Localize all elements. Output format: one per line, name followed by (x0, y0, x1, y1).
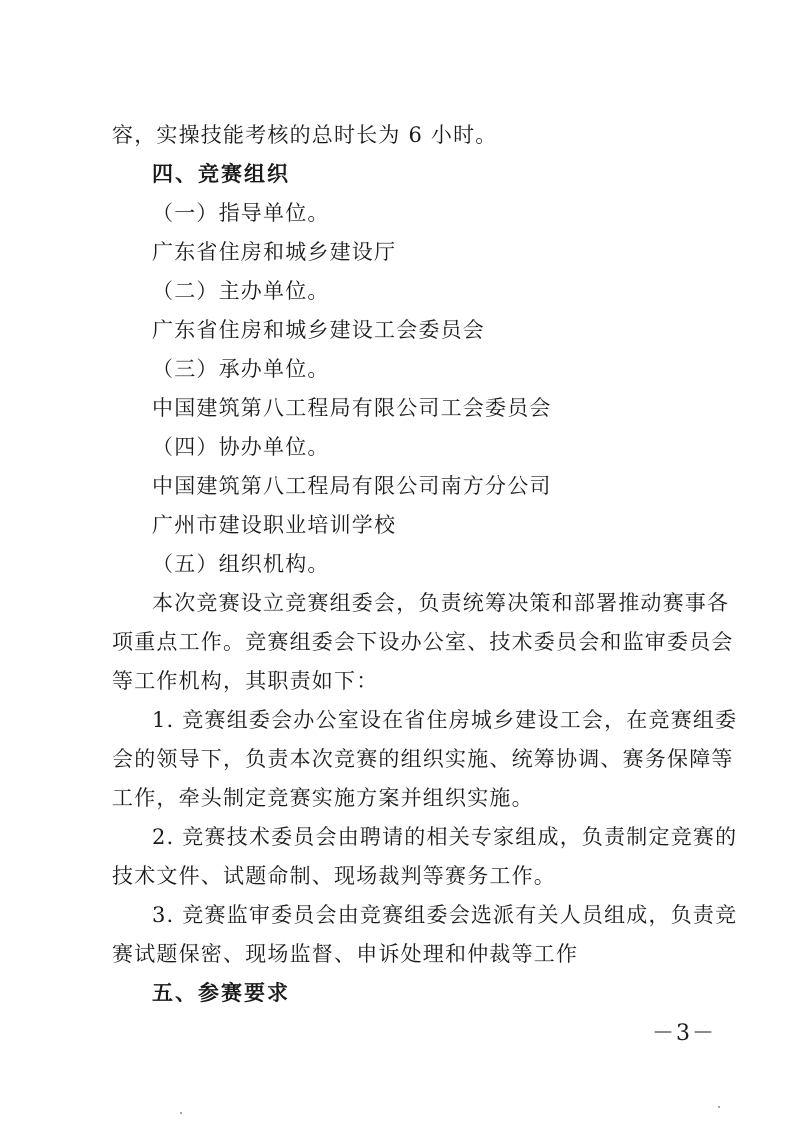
list-item-line: 会的领导下，负责本次竞赛的组织实施、统筹协调、赛务保障等 (112, 747, 734, 771)
subsection-label: （二）主办单位。 (152, 279, 330, 303)
paragraph-line: 项重点工作。竞赛组委会下设办公室、技术委员会和监审委员会 (112, 630, 734, 654)
subsection-label: （四）协办单位。 (152, 435, 330, 459)
paragraph-line: 等工作机构，其职责如下： (112, 669, 379, 693)
list-item-line: 赛试题保密、现场监督、申诉处理和仲裁等工作 (112, 942, 579, 966)
scan-speck (718, 1106, 720, 1108)
page-number: －3－ (652, 1021, 716, 1046)
organization-name: 广州市建设职业培训学校 (152, 513, 397, 537)
organization-name: 中国建筑第八工程局有限公司南方分公司 (152, 474, 552, 498)
organization-name: 广东省住房和城乡建设工会委员会 (152, 318, 485, 342)
organization-name: 广东省住房和城乡建设厅 (152, 240, 397, 264)
list-item-line: 1. 竞赛组委会办公室设在省住房城乡建设工会，在竞赛组委 (152, 708, 738, 732)
section-heading: 四、竞赛组织 (152, 162, 290, 186)
scan-speck (180, 1112, 182, 1114)
list-item-line: 工作，牵头制定竞赛实施方案并组织实施。 (112, 786, 534, 810)
list-item-line: 3. 竞赛监审委员会由竞赛组委会选派有关人员组成，负责竞 (152, 903, 738, 927)
subsection-label: （五）组织机构。 (152, 552, 330, 576)
paragraph-line: 容，实操技能考核的总时长为 6 小时。 (112, 123, 498, 147)
list-item-line: 技术文件、试题命制、现场裁判等赛务工作。 (112, 864, 556, 888)
section-heading: 五、参赛要求 (152, 981, 290, 1005)
paragraph-line: 本次竞赛设立竞赛组委会，负责统筹决策和部署推动赛事各 (152, 591, 730, 615)
subsection-label: （三）承办单位。 (152, 357, 330, 381)
list-item-line: 2. 竞赛技术委员会由聘请的相关专家组成，负责制定竞赛的 (152, 825, 738, 849)
organization-name: 中国建筑第八工程局有限公司工会委员会 (152, 396, 552, 420)
subsection-label: （一）指导单位。 (152, 201, 330, 225)
